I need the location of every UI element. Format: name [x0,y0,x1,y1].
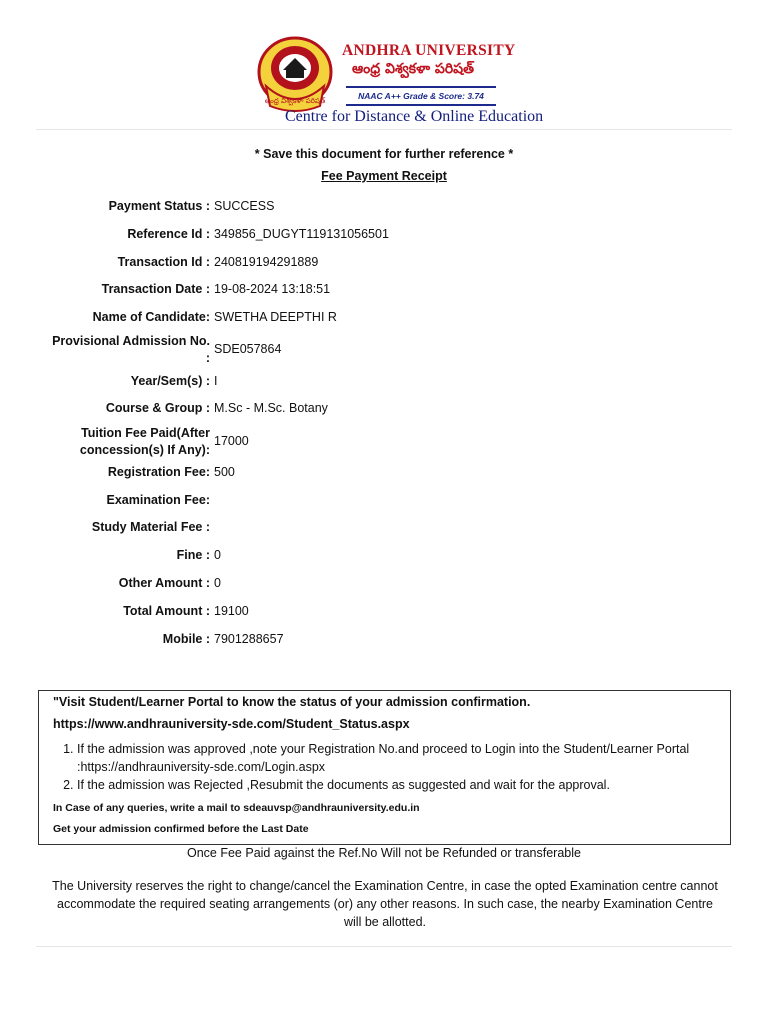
field-value: 7901288657 [214,632,284,646]
centre-name: Centre for Distance & Online Education [285,108,544,125]
save-note: * Save this document for further reference * [254,147,514,161]
field-value: 0 [214,548,221,562]
queries-contact: In Case of any queries, write a mail to sdeauvsp@andhrauniversity.edu.in [53,802,420,814]
field-label: Mobile : [162,632,210,646]
university-header [0,34,768,130]
field-value: 0 [214,576,221,590]
exam-centre-disclaimer: The University reserves the right to change/cancel the Examination Centre, in case the opted Examination centre cannot accommodate the required seating arrangements (or) any other reasons. In such case, the nearby Examination Centre will be allotted. [52,879,718,929]
field-value: SUCCESS [214,199,275,213]
notice-instructions-list [39,741,727,796]
list-item: 1. If the admission was approved ,note your Registration No.and proceed to Login into the Student/Learner Portal :https://andhrauniversity-sde.com/Login.aspx [77,741,727,776]
svg-text:ఆంధ్ర విశ్వకళా పరిషత్: ఆంధ్ర విశ్వకళా పరిషత్ [264,97,326,105]
field-value: 349856_DUGYT119131056501 [214,227,389,241]
list-item: 2. If the admission was Rejected ,Resubmit the documents as suggested and wait for the approval. [77,777,727,795]
receipt-title: Fee Payment Receipt [321,169,447,183]
refund-policy: Once Fee Paid against the Ref.No Will not be Refunded or transferable [187,846,581,860]
field-label: Study Material Fee : [91,520,210,534]
field-label: Examination Fee: [106,493,210,507]
field-value: 19100 [214,604,249,618]
field-value: 19-08-2024 13:18:51 [214,282,331,296]
field-value: SWETHA DEEPTHI R [214,310,337,324]
field-label: Reference Id : [127,227,210,241]
field-label: Registration Fee: [107,465,210,479]
field-label: Course & Group : [105,401,210,415]
field-value: M.Sc - M.Sc. Botany [214,401,328,415]
status-portal-url: https://www.andhrauniversity-sde.com/Student_Status.aspx [53,717,410,731]
field-label: Name of Candidate: [92,310,210,324]
naac-grade-badge: NAAC A++ Grade & Score: 3.74 [346,86,496,106]
notice-heading: "Visit Student/Learner Portal to know the status of your admission confirmation. [53,695,531,709]
field-label: Transaction Date : [101,282,210,296]
field-label: Year/Sem(s) : [130,374,210,388]
field-label: Tuition Fee Paid(After concession(s) If Any): [79,426,210,457]
field-label: Fine : [176,548,210,562]
field-label: Other Amount : [118,576,210,590]
field-label: Provisional Admission No. : [52,334,210,365]
field-value: SDE057864 [214,342,282,356]
field-label: Transaction Id : [117,255,210,269]
university-seal-logo [256,36,334,112]
field-value: 17000 [214,434,249,448]
university-name: ANDHRA UNIVERSITY [342,42,516,59]
field-value: 240819194291889 [214,255,319,269]
admission-notice-box [38,690,731,845]
field-label: Payment Status : [108,199,210,213]
deadline-note: Get your admission confirmed before the Last Date [53,823,309,835]
field-value: I [214,374,218,388]
university-name-telugu: ఆంధ్ర విశ్వకళా పరిషత్ [352,61,475,77]
field-label: Total Amount : [123,604,210,618]
field-value: 500 [214,465,235,479]
